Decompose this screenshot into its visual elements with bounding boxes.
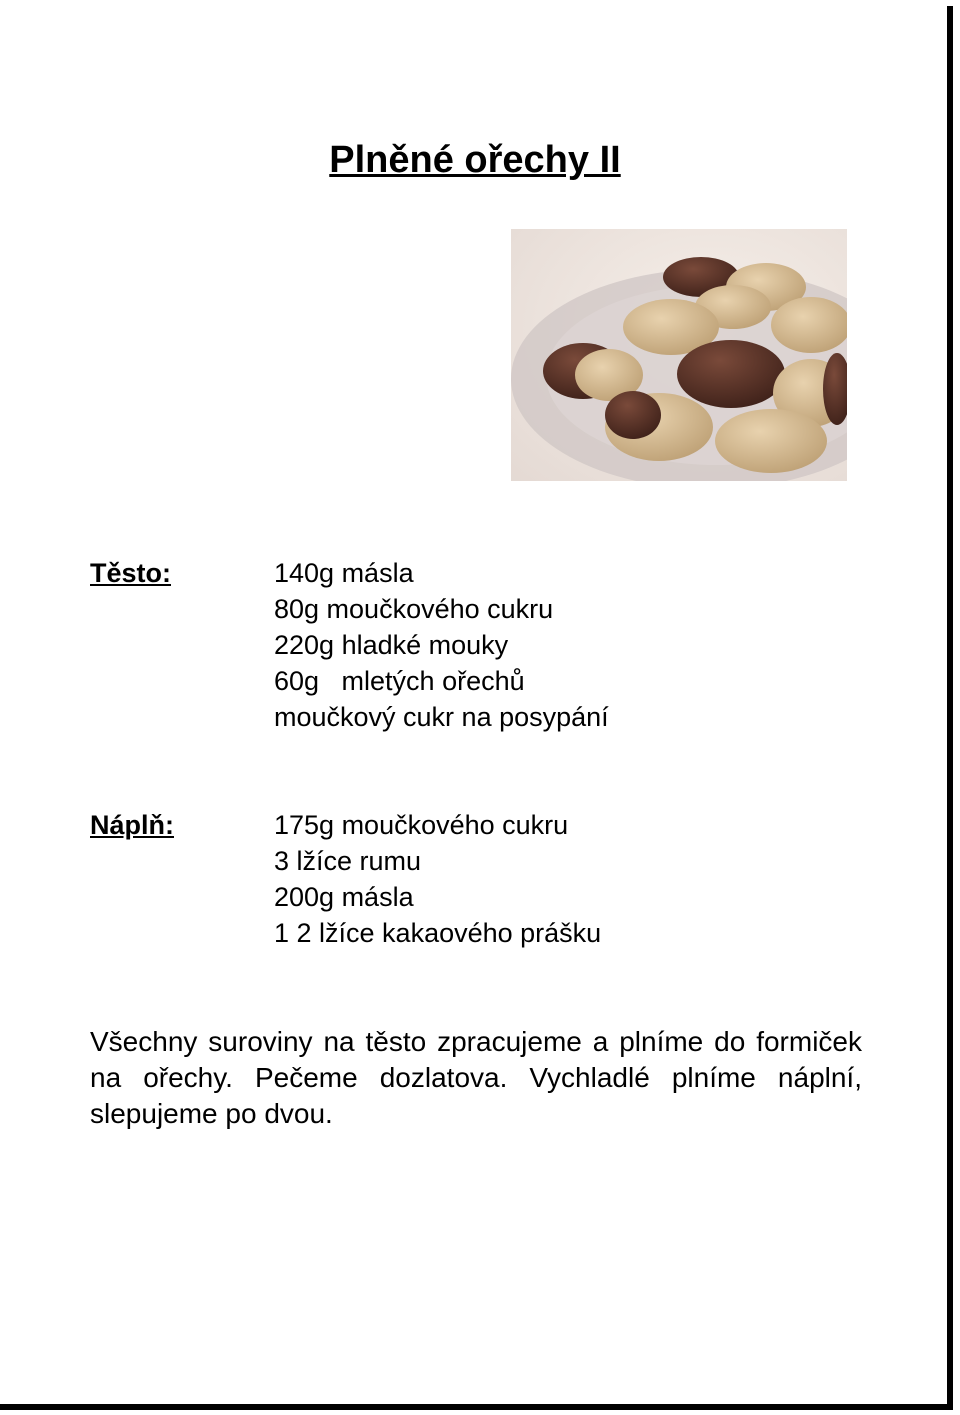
filling-ingredient: 200g másla [274, 882, 414, 912]
cookies-photo [511, 229, 847, 481]
page-border-right [947, 6, 953, 1410]
dough-ingredient: moučkový cukr na posypání [274, 702, 609, 732]
filling-ingredient-list [274, 807, 601, 951]
filling-ingredient: 1 2 lžíce kakaového prášku [274, 918, 602, 948]
page-border-bottom [0, 1404, 953, 1410]
dough-ingredient: 60g mletých ořechů [274, 666, 525, 696]
dough-ingredient: 140g másla [274, 558, 414, 588]
dough-label: Těsto: [90, 558, 171, 588]
filling-ingredient: 175g moučkového cukru [274, 810, 569, 840]
method-paragraph: Všechny suroviny na těsto zpracujeme a plníme do formiček na ořechy. Pečeme dozlatova. Vychladlé plníme náplní, slepujeme po dvou. [90, 1026, 862, 1129]
filling-ingredient: 3 lžíce rumu [274, 846, 422, 876]
dough-ingredient-list [274, 555, 609, 735]
filling-label: Náplň: [90, 810, 174, 840]
dough-ingredient: 220g hladké mouky [274, 630, 509, 660]
dough-ingredient: 80g moučkového cukru [274, 594, 554, 624]
recipe-title: Plněné ořechy II [329, 139, 621, 182]
